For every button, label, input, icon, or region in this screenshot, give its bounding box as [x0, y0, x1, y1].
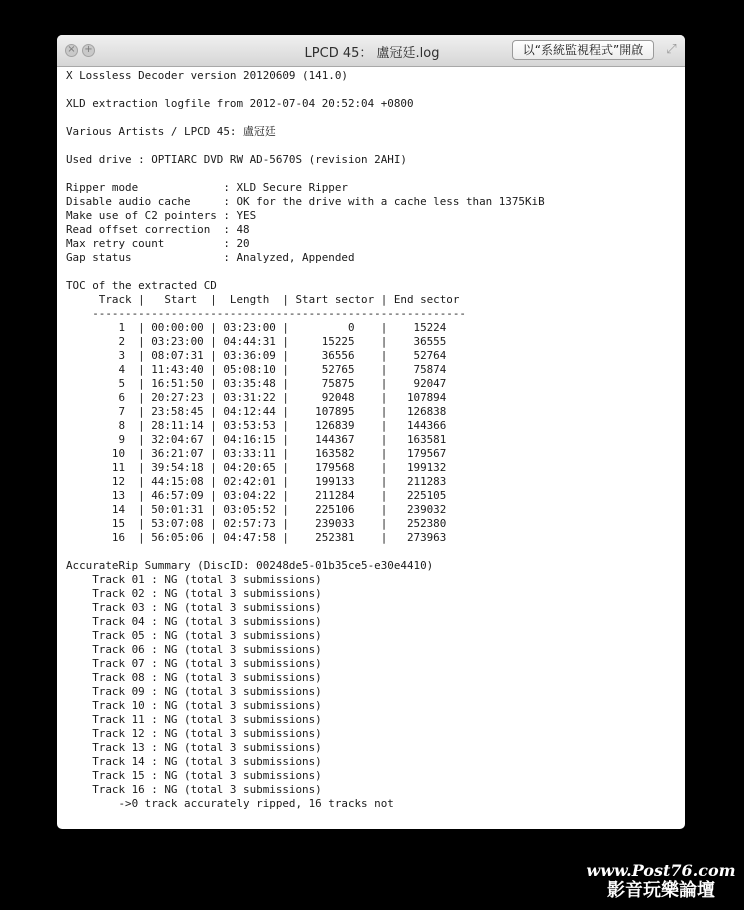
log-line: ->0 track accurately ripped, 16 tracks not	[66, 797, 394, 810]
log-line: X Lossless Decoder version 20120609 (141.0)	[66, 69, 348, 82]
zoom-window-icon[interactable]: +	[82, 44, 95, 57]
log-line: Track 13 : NG (total 3 submissions)	[66, 741, 322, 754]
log-line: Track 06 : NG (total 3 submissions)	[66, 643, 322, 656]
site-watermark	[585, 862, 737, 902]
open-with-console-button[interactable]: 以“系統監視程式”開啟	[512, 40, 654, 60]
log-line: Various Artists / LPCD 45: 盧冠廷	[66, 125, 276, 138]
watermark-url: www.Post76.com	[586, 861, 736, 880]
log-line: Used drive : OPTIARC DVD RW AD-5670S (revision 2AHI)	[66, 153, 407, 166]
log-line: Make use of C2 pointers : YES	[66, 209, 257, 222]
title-bar[interactable]	[57, 35, 685, 67]
log-line	[66, 265, 676, 279]
log-line: 1 | 00:00:00 | 03:23:00 | 0 | 15224	[66, 321, 447, 334]
log-text-area[interactable]	[66, 69, 676, 827]
log-line: Track 12 : NG (total 3 submissions)	[66, 727, 322, 740]
log-line: Track 01 : NG (total 3 submissions)	[66, 573, 322, 586]
log-line	[66, 545, 676, 559]
log-line: Track 11 : NG (total 3 submissions)	[66, 713, 322, 726]
log-line: Ripper mode : XLD Secure Ripper	[66, 181, 348, 194]
log-line: Gap status : Analyzed, Appended	[66, 251, 355, 264]
log-line: 2 | 03:23:00 | 04:44:31 | 15225 | 36555	[66, 335, 447, 348]
log-line: AccurateRip Summary (DiscID: 00248de5-01b35ce5-e30e4410)	[66, 559, 434, 572]
log-line	[66, 111, 676, 125]
log-line: 14 | 50:01:31 | 03:05:52 | 225106 | 239032	[66, 503, 447, 516]
log-line: XLD extraction logfile from 2012-07-04 20:52:04 +0800	[66, 97, 414, 110]
log-line: Track | Start | Length | Start sector | End sector	[66, 293, 460, 306]
log-line: Track 15 : NG (total 3 submissions)	[66, 769, 322, 782]
log-line: Track 10 : NG (total 3 submissions)	[66, 699, 322, 712]
log-viewer-window	[57, 35, 685, 829]
log-line: TOC of the extracted CD	[66, 279, 217, 292]
log-line: 7 | 23:58:45 | 04:12:44 | 107895 | 126838	[66, 405, 447, 418]
log-line: 16 | 56:05:06 | 04:47:58 | 252381 | 273963	[66, 531, 447, 544]
log-line: 15 | 53:07:08 | 02:57:73 | 239033 | 252380	[66, 517, 447, 530]
log-line: 9 | 32:04:67 | 04:16:15 | 144367 | 163581	[66, 433, 447, 446]
log-line: 5 | 16:51:50 | 03:35:48 | 75875 | 92047	[66, 377, 447, 390]
log-line: Track 04 : NG (total 3 submissions)	[66, 615, 322, 628]
log-line: 3 | 08:07:31 | 03:36:09 | 36556 | 52764	[66, 349, 447, 362]
log-line: 6 | 20:27:23 | 03:31:22 | 92048 | 107894	[66, 391, 447, 404]
log-line: Track 14 : NG (total 3 submissions)	[66, 755, 322, 768]
log-line: 13 | 46:57:09 | 03:04:22 | 211284 | 225105	[66, 489, 447, 502]
close-window-icon[interactable]: ×	[65, 44, 78, 57]
log-line: 10 | 36:21:07 | 03:33:11 | 163582 | 179567	[66, 447, 447, 460]
log-line: Read offset correction : 48	[66, 223, 250, 236]
log-line: 8 | 28:11:14 | 03:53:53 | 126839 | 144366	[66, 419, 447, 432]
log-line	[66, 139, 676, 153]
log-line: Track 02 : NG (total 3 submissions)	[66, 587, 322, 600]
log-line: Track 03 : NG (total 3 submissions)	[66, 601, 322, 614]
log-line: 12 | 44:15:08 | 02:42:01 | 199133 | 211283	[66, 475, 447, 488]
log-line: ---------------------------------------------------------	[66, 307, 466, 320]
log-line: Track 07 : NG (total 3 submissions)	[66, 657, 322, 670]
log-line: Max retry count : 20	[66, 237, 250, 250]
log-line	[66, 167, 676, 181]
log-line: 11 | 39:54:18 | 04:20:65 | 179568 | 199132	[66, 461, 447, 474]
log-line: Track 16 : NG (total 3 submissions)	[66, 783, 322, 796]
fullscreen-icon[interactable]: ⤢	[666, 42, 677, 57]
log-text	[66, 69, 676, 811]
log-line: Track 09 : NG (total 3 submissions)	[66, 685, 322, 698]
log-line: 4 | 11:43:40 | 05:08:10 | 52765 | 75874	[66, 363, 447, 376]
watermark-name: 影音玩樂論壇	[607, 880, 715, 901]
log-line: Track 08 : NG (total 3 submissions)	[66, 671, 322, 684]
log-line	[66, 83, 676, 97]
log-line: Track 05 : NG (total 3 submissions)	[66, 629, 322, 642]
log-line: Disable audio cache : OK for the drive with a cache less than 1375KiB	[66, 195, 545, 208]
window-title: LPCD 45： 盧冠廷.log	[304, 46, 440, 61]
